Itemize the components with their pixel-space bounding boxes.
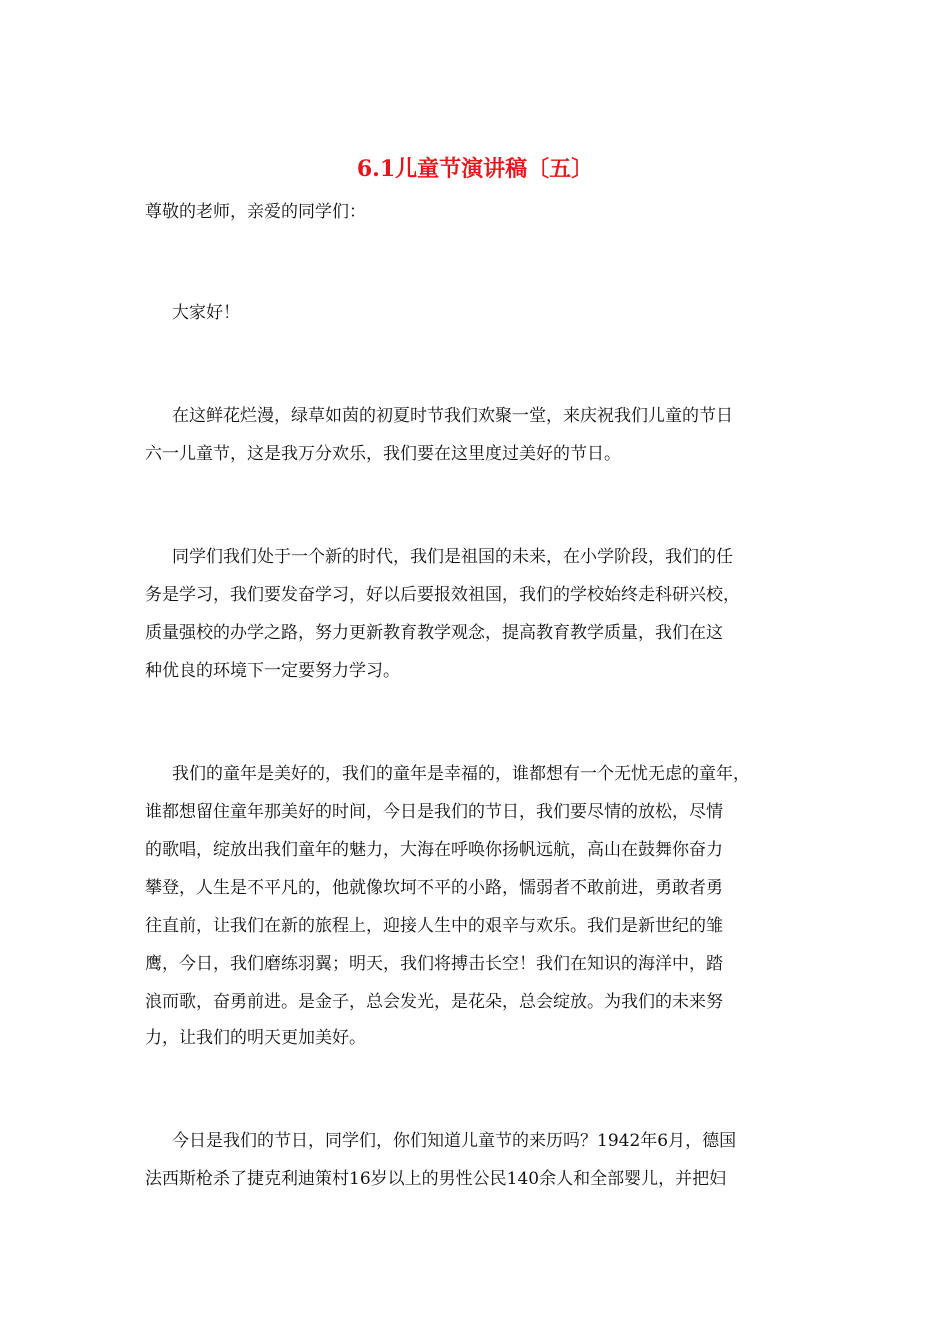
paragraph-4-line-5: 往直前，让我们在新的旅程上，迎接人生中的艰辛与欢乐。我们是新世纪的雏 (145, 916, 723, 936)
paragraph-3-line-3: 质量强校的办学之路，努力更新教育教学观念，提高教育教学质量，我们在这 (145, 623, 723, 643)
paragraph-1-line-1: 大家好！ (172, 303, 240, 323)
paragraph-4-line-2: 谁都想留住童年那美好的时间，今日是我们的节日，我们要尽情的放松，尽情 (145, 802, 723, 822)
paragraph-2-line-2: 六一儿童节，这是我万分欢乐，我们要在这里度过美好的节日。 (145, 444, 621, 464)
paragraph-3-line-1: 同学们我们处于一个新的时代，我们是祖国的未来，在小学阶段，我们的任 (172, 547, 733, 567)
paragraph-5-line-2: 法西斯枪杀了捷克利迪策村16岁以上的男性公民140余人和全部婴儿，并把妇 (145, 1169, 727, 1189)
document-title: 6.1儿童节演讲稿〔五〕 (356, 156, 594, 182)
paragraph-2-line-1: 在这鲜花烂漫，绿草如茵的初夏时节我们欢聚一堂，来庆祝我们儿童的节日 (172, 406, 733, 426)
paragraph-4-line-7: 浪而歌，奋勇前进。是金子，总会发光，是花朵，总会绽放。为我们的未来努 (145, 992, 723, 1012)
paragraph-4-line-3: 的歌唱，绽放出我们童年的魅力，大海在呼唤你扬帆远航，高山在鼓舞你奋力 (145, 840, 723, 860)
salutation: 尊敬的老师，亲爱的同学们： (145, 202, 366, 222)
paragraph-4-line-6: 鹰，今日，我们磨练羽翼；明天，我们将搏击长空！我们在知识的海洋中，踏 (145, 954, 723, 974)
paragraph-4-line-4: 攀登，人生是不平凡的，他就像坎坷不平的小路，懦弱者不敢前进，勇敢者勇 (145, 878, 723, 898)
paragraph-4-line-8: 力，让我们的明天更加美好。 (145, 1028, 366, 1048)
paragraph-4-line-1: 我们的童年是美好的，我们的童年是幸福的，谁都想有一个无忧无虑的童年， (172, 764, 750, 784)
paragraph-3-line-2: 务是学习，我们要发奋学习，好以后要报效祖国，我们的学校始终走科研兴校， (145, 585, 740, 605)
paragraph-5-line-1: 今日是我们的节日，同学们，你们知道儿童节的来历吗？1942年6月，德国 (172, 1131, 737, 1151)
paragraph-3-line-4: 种优良的环境下一定要努力学习。 (145, 661, 400, 681)
